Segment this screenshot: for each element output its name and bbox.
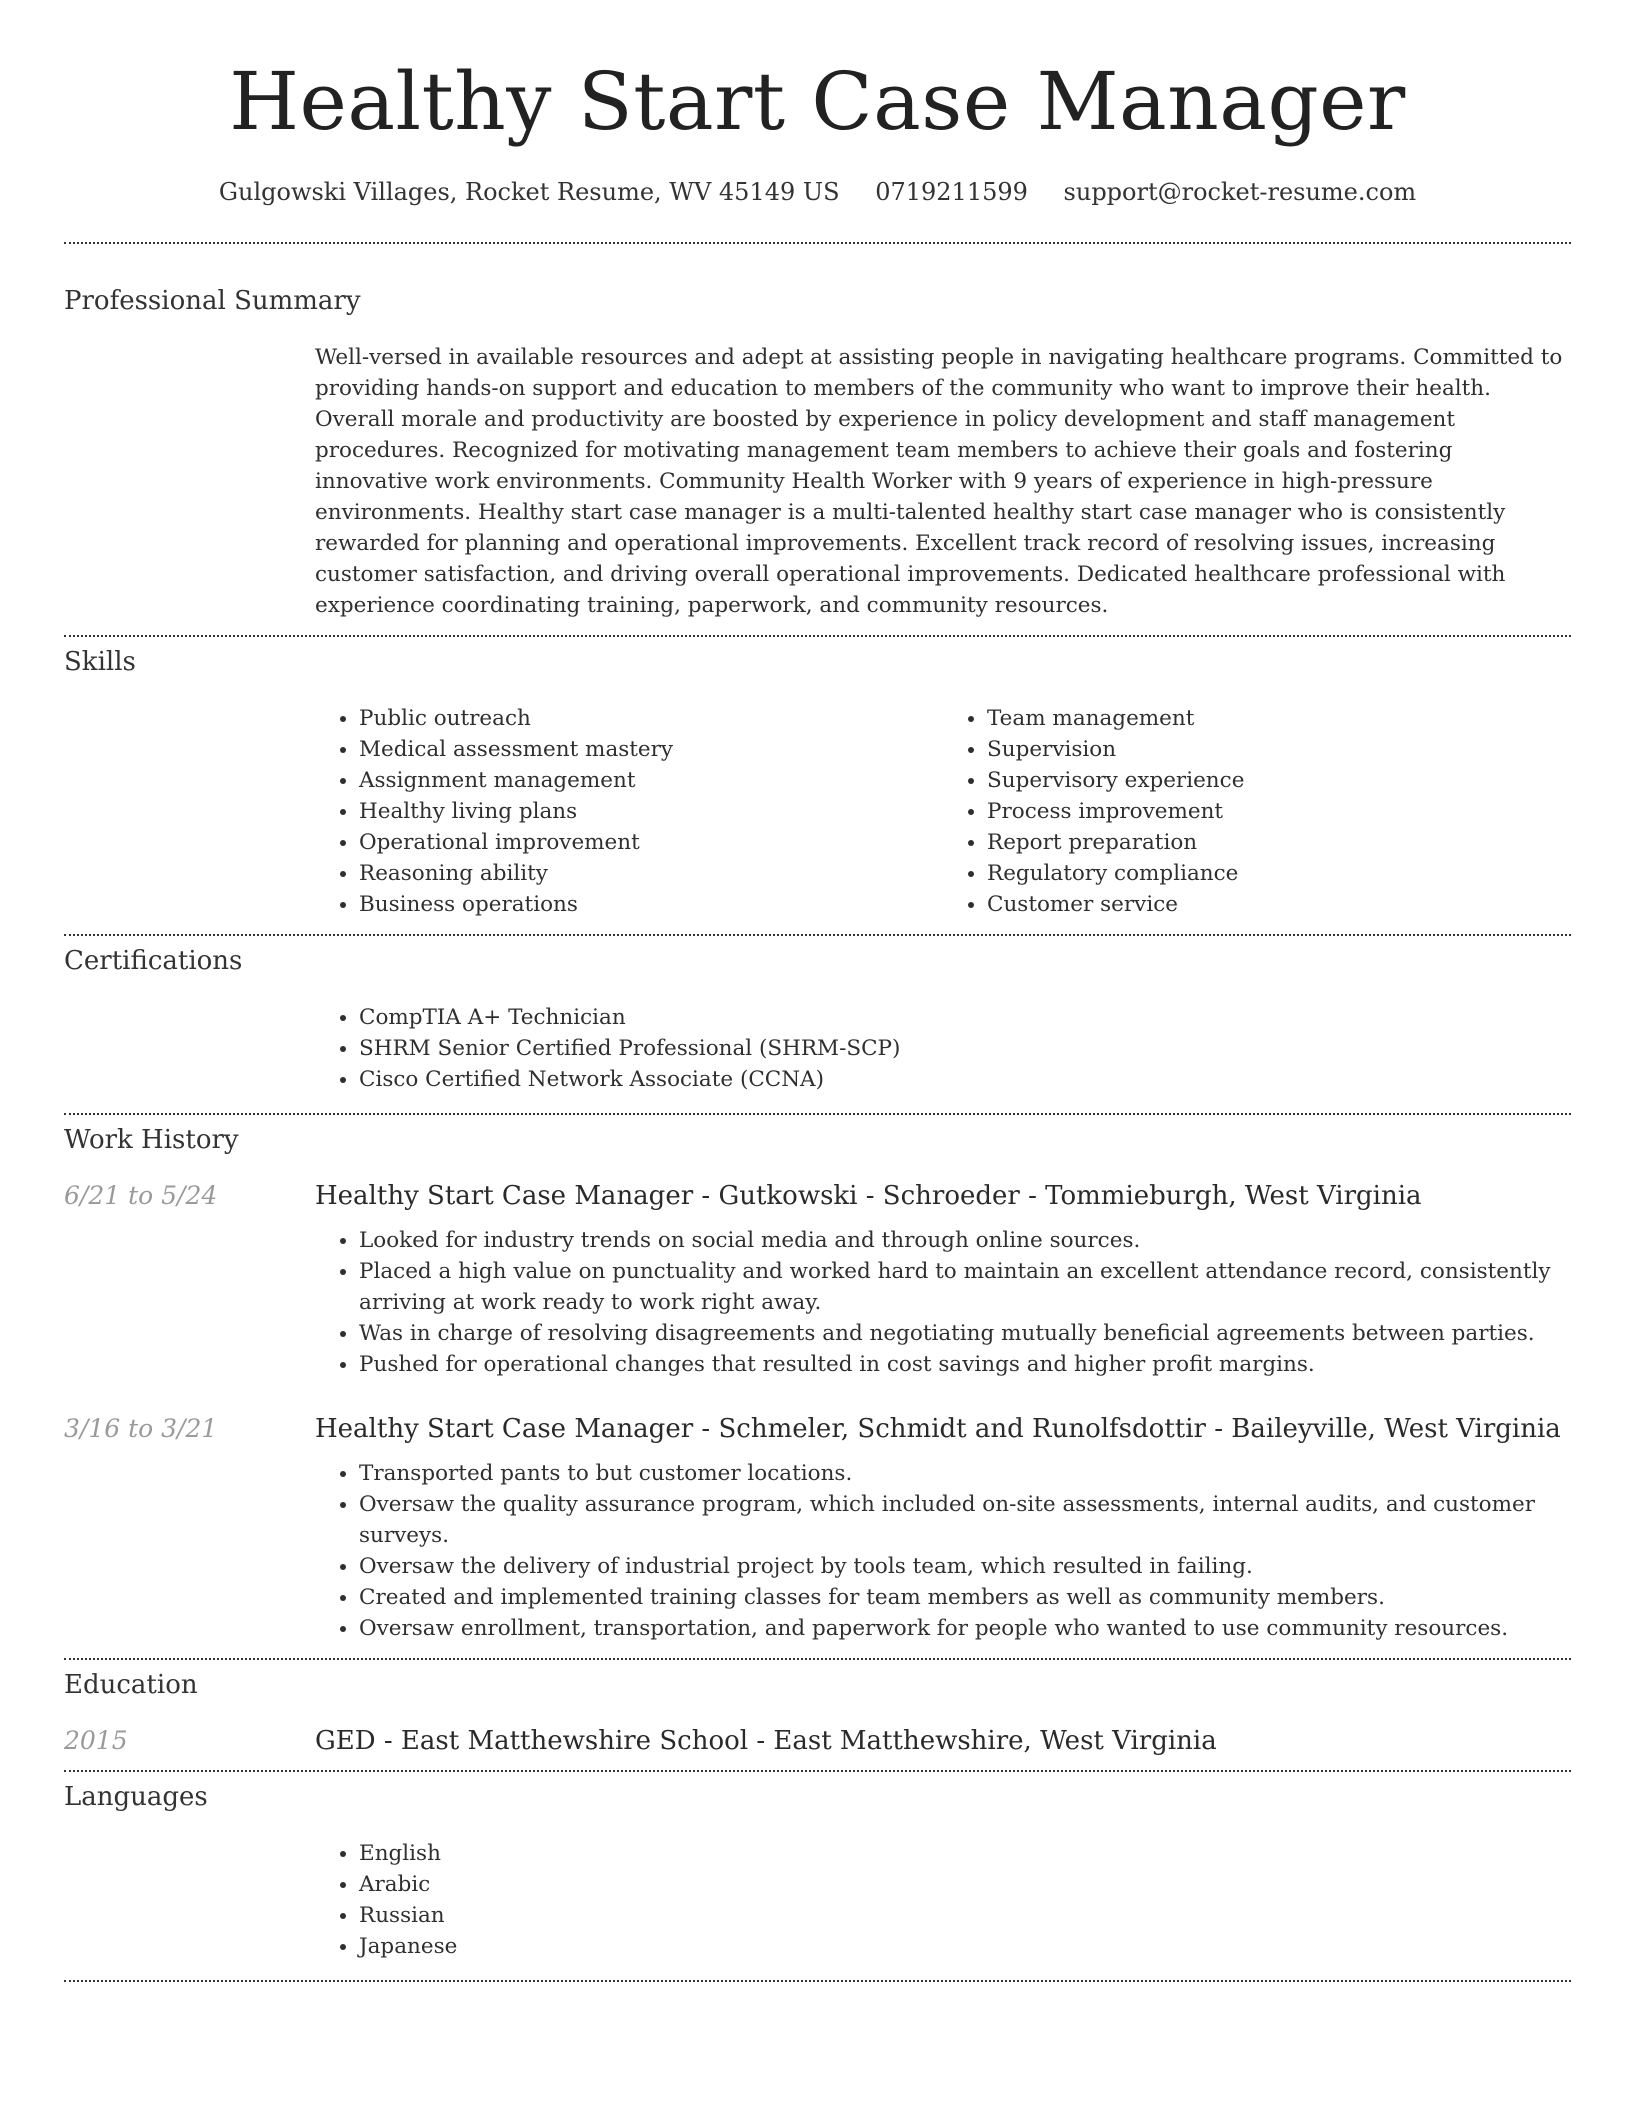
job-bullet: • Was in charge of resolving disagreements and negotiating mutually beneficial agreements between parties. <box>359 1318 1571 1349</box>
skills-section <box>64 637 1571 920</box>
skill-item: • Public outreach <box>359 703 943 734</box>
skill-item: • Supervision <box>987 734 1571 765</box>
skill-item: • Operational improvement <box>359 827 943 858</box>
language-item: • Japanese <box>359 1931 1571 1962</box>
job-bullet: • Transported pants to but customer locations. <box>359 1458 1571 1489</box>
job-bullet: • Oversaw the delivery of industrial project by tools team, which resulted in failing. <box>359 1551 1571 1582</box>
skill-item: • Assignment management <box>359 765 943 796</box>
job-heading: Healthy Start Case Manager - Gutkowski - Schroeder - Tommieburgh, West Virginia <box>315 1181 1422 1211</box>
section-title-certifications: Certifications <box>64 946 243 976</box>
section-title-skills: Skills <box>64 647 136 677</box>
certifications-section <box>64 936 1571 1095</box>
job-bullets <box>315 1458 1571 1644</box>
section-title-work-history: Work History <box>64 1125 239 1155</box>
skills-grid <box>315 703 1571 920</box>
skill-item: • Customer service <box>987 889 1571 920</box>
resume-page <box>64 0 1571 1982</box>
language-item: • English <box>359 1838 1571 1869</box>
skill-item: • Team management <box>987 703 1571 734</box>
languages-body <box>315 1838 1571 1962</box>
education-section <box>64 1660 1571 1756</box>
education-heading: GED - East Matthewshire School - East Matthewshire, West Virginia <box>315 1726 1217 1756</box>
job-bullet-list <box>315 1225 1571 1380</box>
resume-name: Healthy Start Case Manager <box>229 55 1406 148</box>
job-header <box>64 1181 1571 1211</box>
skill-item: • Business operations <box>359 889 943 920</box>
job-dates: 6/21 to 5/24 <box>64 1181 218 1210</box>
job-bullet: • Placed a high value on punctuality and worked hard to maintain an excellent attendance record, consistently arriving at work ready to work right away. <box>359 1256 1571 1318</box>
skill-item: • Regulatory compliance <box>987 858 1571 889</box>
job-bullet: • Created and implemented training classes for team members as well as community members. <box>359 1582 1571 1613</box>
job-bullets <box>315 1225 1571 1380</box>
job-entry <box>64 1181 1571 1380</box>
section-divider <box>64 1980 1571 1982</box>
language-item: • Russian <box>359 1900 1571 1931</box>
job-bullet: • Oversaw enrollment, transportation, and paperwork for people who wanted to use community resources. <box>359 1613 1571 1644</box>
summary-text: Well-versed in available resources and adept at assisting people in navigating healthcare programs. Committed to providing hands-on support and education to members of the community who want to improve their health. Overall morale and productivity are boosted by experience in policy development and staff management procedures. Recognized for motivating management team members to achieve their goals and fostering innovative work environments. Community Health Worker with 9 years of experience in high-pressure environments. Healthy start case manager is a multi-talented healthy start case manager who is consistently rewarded for planning and operational improvements. Excellent track record of resolving issues, increasing customer satisfaction, and driving overall operational improvements. Dedicated healthcare professional with experience coordinating training, paperwork, and community resources. <box>315 345 1563 618</box>
certification-item: • SHRM Senior Certified Professional (SHRM-SCP) <box>359 1033 1571 1064</box>
section-title-languages: Languages <box>64 1782 208 1812</box>
job-bullet: • Oversaw the quality assurance program, which included on-site assessments, internal audits, and customer surveys. <box>359 1489 1571 1551</box>
work-history-section <box>64 1115 1571 1644</box>
certification-item: • Cisco Certified Network Associate (CCNA) <box>359 1064 1571 1095</box>
skill-item: • Supervisory experience <box>987 765 1571 796</box>
job-header <box>64 1414 1571 1444</box>
skill-item: • Process improvement <box>987 796 1571 827</box>
languages-section <box>64 1772 1571 1962</box>
job-dates: 3/16 to 3/21 <box>64 1414 218 1443</box>
summary-section <box>64 244 1571 621</box>
education-year: 2015 <box>64 1726 128 1755</box>
skills-list-left <box>315 703 943 920</box>
contact-line <box>64 178 1571 206</box>
education-entry <box>64 1726 1571 1756</box>
contact-phone: 0719211599 <box>875 178 1028 206</box>
certification-item: • CompTIA A+ Technician <box>359 1002 1571 1033</box>
contact-email: support@rocket-resume.com <box>1063 178 1417 206</box>
job-entry <box>64 1414 1571 1644</box>
skill-item: • Medical assessment mastery <box>359 734 943 765</box>
skill-item: • Healthy living plans <box>359 796 943 827</box>
language-item: • Arabic <box>359 1869 1571 1900</box>
job-bullet-list <box>315 1458 1571 1644</box>
languages-list <box>315 1838 1571 1962</box>
job-bullet: • Looked for industry trends on social media and through online sources. <box>359 1225 1571 1256</box>
skill-item: • Reasoning ability <box>359 858 943 889</box>
skill-item: • Report preparation <box>987 827 1571 858</box>
job-bullet: • Pushed for operational changes that resulted in cost savings and higher profit margins. <box>359 1349 1571 1380</box>
section-title-education: Education <box>64 1670 198 1700</box>
certifications-body <box>315 1002 1571 1095</box>
contact-address: Gulgowski Villages, Rocket Resume, WV 45149 US <box>218 178 840 206</box>
skills-list-right <box>943 703 1571 920</box>
certifications-list <box>315 1002 1571 1095</box>
section-title-summary: Professional Summary <box>64 286 361 316</box>
job-heading: Healthy Start Case Manager - Schmeler, Schmidt and Runolfsdottir - Baileyville, West Virginia <box>315 1414 1561 1444</box>
